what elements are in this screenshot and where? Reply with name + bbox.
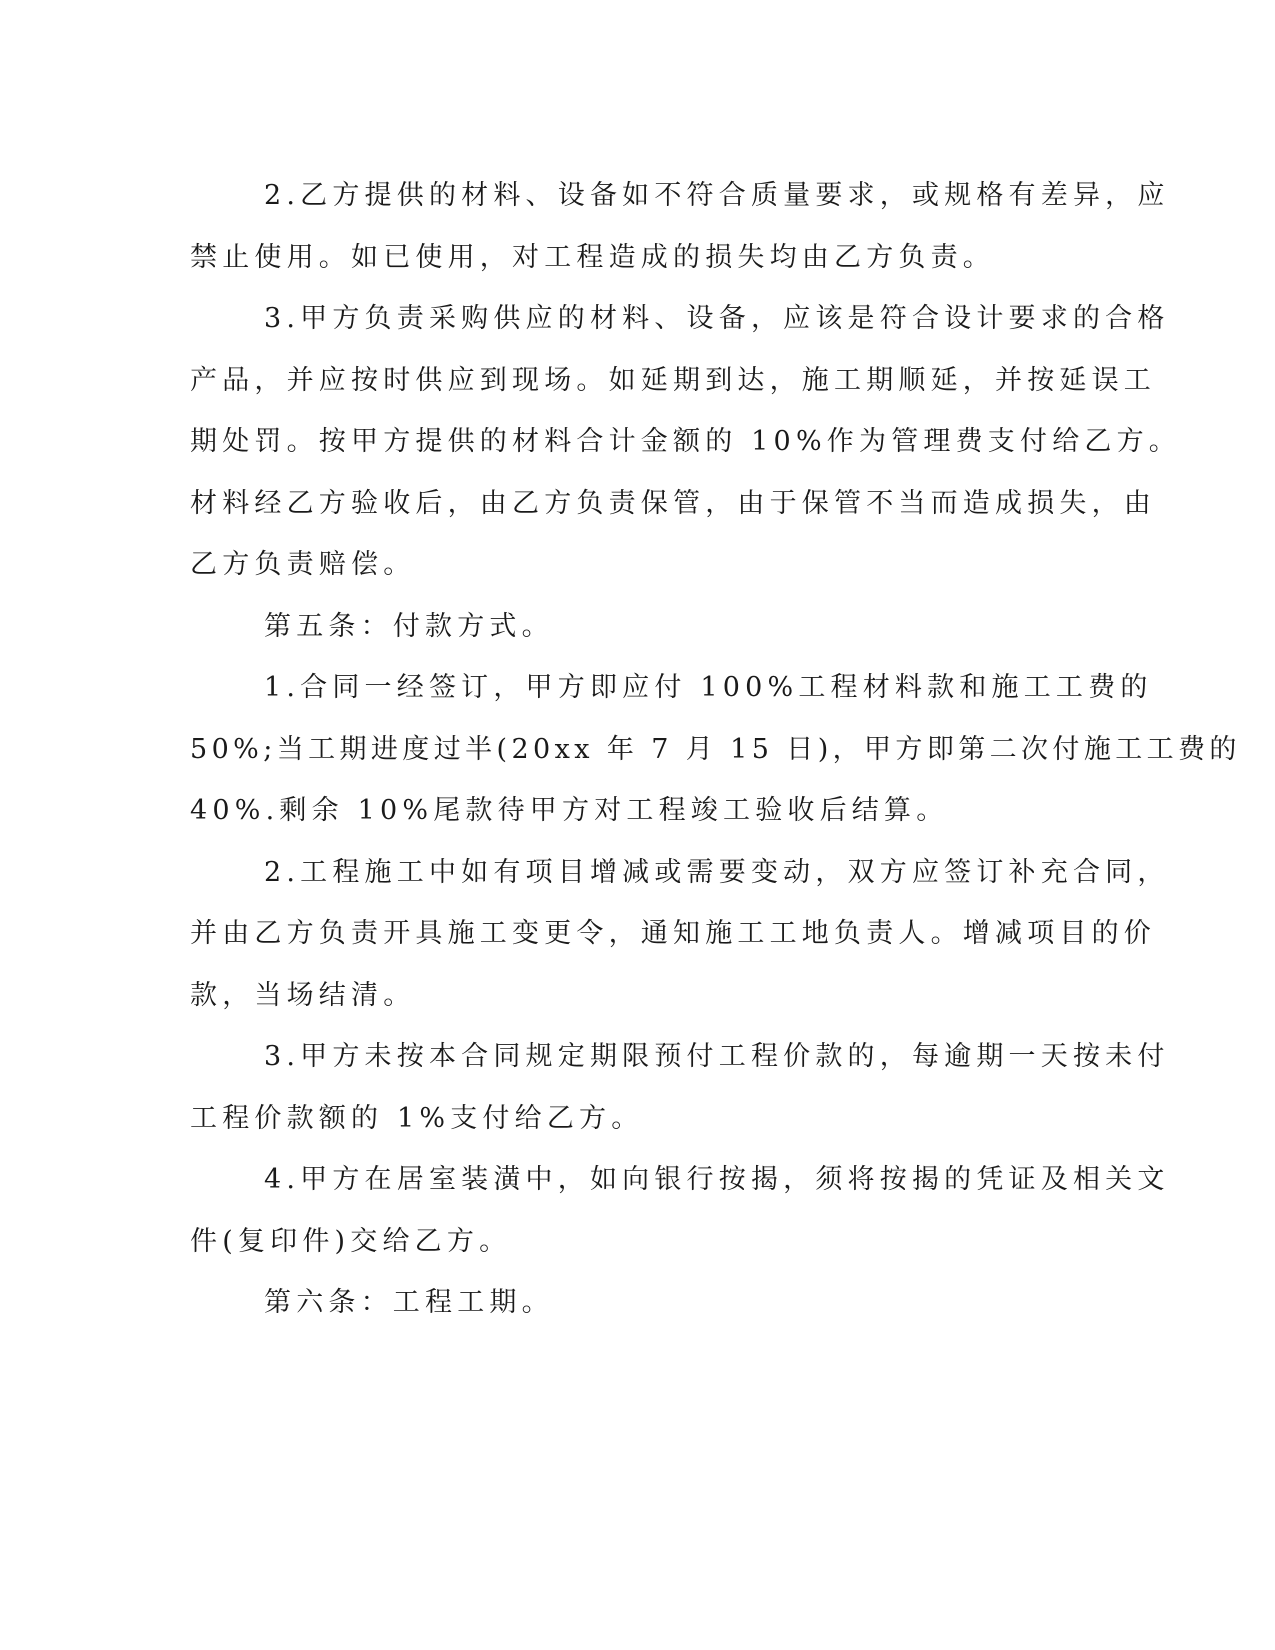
- paragraph-late-payment: [190, 1026, 1170, 1149]
- text-line: 款，当场结清。: [190, 979, 416, 1011]
- text-line: 50%;当工期进度过半(20xx 年 7 月 15 日)，甲方即第二次付施工工费的: [190, 733, 1241, 765]
- text-line: 并由乙方负责开具施工变更令，通知施工工地负责人。增减项目的价: [190, 918, 1156, 949]
- text-line: 2.乙方提供的材料、设备如不符合质量要求，或规格有差异，应: [264, 180, 1170, 211]
- document-body: [190, 165, 1241, 1334]
- text-line: 禁止使用。如已使用，对工程造成的损失均由乙方负责。: [190, 241, 995, 273]
- paragraph-material-quality: [190, 165, 1170, 288]
- text-line: 期处罚。按甲方提供的材料合计金额的 10%作为管理费支付给乙方。: [190, 426, 1181, 457]
- article-5-heading: [190, 596, 1075, 658]
- text-line: 4.甲方在居室装潢中，如向银行按揭，须将按揭的凭证及相关文: [264, 1164, 1170, 1195]
- text-line: 2.工程施工中如有项目增减或需要变动，双方应签订补充合同，: [264, 856, 1170, 888]
- paragraph-mortgage-documents: [190, 1149, 1170, 1272]
- text-line: 材料经乙方验收后，由乙方负责保管，由于保管不当而造成损失，由: [190, 487, 1156, 519]
- text-line: 3.甲方未按本合同规定期限预付工程价款的，每逾期一天按未付: [264, 1041, 1170, 1072]
- text-line: 工程价款额的 1%支付给乙方。: [190, 1102, 644, 1134]
- section-heading: 第六条：工程工期。: [264, 1287, 554, 1318]
- text-line: 40%.剩余 10%尾款待甲方对工程竣工验收后结算。: [190, 795, 949, 826]
- paragraph-payment-schedule: [190, 657, 1241, 842]
- paragraph-material-procurement: [190, 288, 1181, 596]
- text-line: 产品，并应按时供应到现场。如延期到达，施工期顺延，并按延误工: [190, 364, 1156, 396]
- text-line: 1.合同一经签订，甲方即应付 100%工程材料款和施工工费的: [264, 672, 1153, 703]
- article-6-heading: [190, 1272, 1075, 1334]
- section-heading: 第五条：付款方式。: [264, 610, 554, 642]
- text-line: 3.甲方负责采购供应的材料、设备，应该是符合设计要求的合格: [264, 303, 1170, 334]
- paragraph-project-changes: [190, 842, 1170, 1027]
- text-line: 乙方负责赔偿。: [190, 549, 416, 580]
- text-line: 件(复印件)交给乙方。: [190, 1225, 512, 1257]
